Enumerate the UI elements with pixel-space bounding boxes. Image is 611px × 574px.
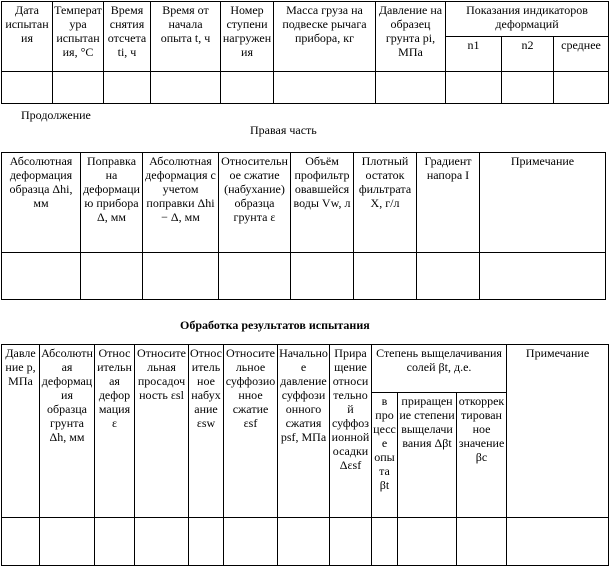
header-load-mass: Масса груза на подвеске рычага прибора, кг <box>274 2 376 72</box>
header-note: Примечание <box>480 153 606 253</box>
header-subsidence: Относительная просадочность εsl <box>135 345 189 518</box>
table-row <box>2 253 606 300</box>
header-swelling: Относительное набухание εsw <box>189 345 224 518</box>
header-suffosion-compression: Относительное суффозионное сжатие εsf <box>224 345 278 518</box>
header-filtered-water-volume: Объём профильтровавшейся воды Vw, л <box>291 153 354 253</box>
header-corrected-deformation: Абсолютная деформация с учетом поправки Δhi − Δ, мм <box>143 153 219 253</box>
subheader-n1: n1 <box>446 37 502 72</box>
subheader-beta-t: в процессе опыта βt <box>372 393 398 518</box>
section-title: Обработка результатов испытания <box>180 318 370 332</box>
table-row <box>2 518 609 566</box>
header-pressure: Давление на образец грунта pi, МПа <box>376 2 446 72</box>
table-row <box>2 72 609 104</box>
subheader-beta-c: откорректированное значение βc <box>457 393 507 518</box>
header-elapsed-time: Время от начала опыта t, ч <box>151 2 221 72</box>
right-part-label: Правая часть <box>250 123 317 137</box>
header-suffosion-increment: Приращение относительной суффозионной осадки Δεsf <box>330 345 372 518</box>
subheader-delta-beta: приращение степени выщелачивания Δβt <box>398 393 457 518</box>
header-temperature: Температура испытания, °С <box>53 2 104 72</box>
continuation-label: Продолжение <box>21 108 91 122</box>
header-relative-deformation: Относительная деформация ε <box>95 345 135 518</box>
header-indicator-readings: Показания индикаторов деформаций <box>446 2 609 37</box>
subheader-average: среднее <box>554 37 609 72</box>
subheader-n2: n2 <box>502 37 554 72</box>
header-date: Дата испытания <box>2 2 53 72</box>
header-reading-time: Время снятия отсчета ti, ч <box>104 2 151 72</box>
header-leaching-degree: Степень выщелачивания солей βt, д.е. <box>372 345 507 393</box>
header-head-gradient: Градиент напора I <box>417 153 480 253</box>
test-log-table-right <box>1 152 606 300</box>
header-absolute-deformation: Абсолютная деформация образца Δhi, мм <box>2 153 81 253</box>
test-log-table-left <box>1 1 609 104</box>
header-abs-deformation-dh: Абсолютная деформация образца грунта Δh, мм <box>40 345 95 518</box>
header-initial-suffosion-pressure: Начальное давление суффозионного сжатия psf, МПа <box>278 345 330 518</box>
header-note-3: Примечание <box>507 345 609 518</box>
header-relative-compression: Относительное сжатие (набухание) образца грунта ε <box>219 153 291 253</box>
header-pressure-p: Давление p, МПа <box>2 345 40 518</box>
results-processing-table <box>1 344 609 566</box>
header-device-correction: Поправка на деформацию прибора Δ, мм <box>81 153 143 253</box>
header-dense-residue: Плотный остаток фильтрата X, г/л <box>354 153 417 253</box>
header-load-step: Номер ступени нагружения <box>221 2 274 72</box>
